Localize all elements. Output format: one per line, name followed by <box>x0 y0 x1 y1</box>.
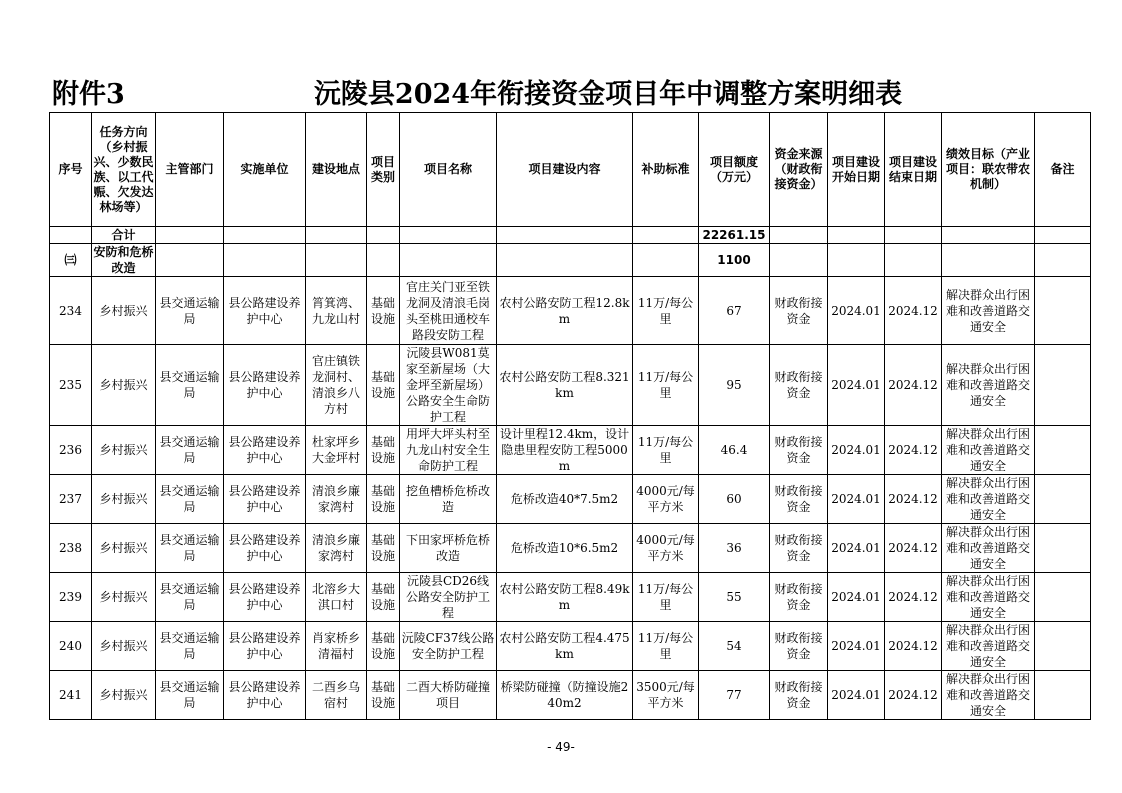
header-end: 项目建设结束日期 <box>885 113 942 227</box>
cell-seq: 235 <box>50 345 92 426</box>
cell-direction: 乡村振兴 <box>92 426 156 475</box>
cell-dept: 县交通运输局 <box>156 524 224 573</box>
cell-start: 2024.01 <box>828 573 885 622</box>
header-content: 项目建设内容 <box>497 113 633 227</box>
cell-category: 基础设施 <box>367 573 400 622</box>
header-dept: 主管部门 <box>156 113 224 227</box>
cell-amount: 95 <box>699 345 770 426</box>
page-number: - 49- <box>547 740 575 754</box>
cell-seq: 240 <box>50 622 92 671</box>
cell-subsidy: 11万/每公里 <box>633 426 699 475</box>
table-row <box>50 622 1091 671</box>
cell-end: 2024.12 <box>885 345 942 426</box>
cell-subsidy: 11万/每公里 <box>633 345 699 426</box>
cell-end: 2024.12 <box>885 524 942 573</box>
section-label: 安防和危桥改造 <box>93 245 154 275</box>
header-start: 项目建设开始日期 <box>828 113 885 227</box>
page-title: 沅陵县2024年衔接资金项目年中调整方案明细表 <box>313 79 903 110</box>
header-goal: 绩效目标（产业项目：联农带农机制） <box>942 113 1035 227</box>
cell-location: 二酉乡乌宿村 <box>306 671 367 720</box>
cell-name: 沅陵县CD26线公路安全防护工程 <box>400 573 497 622</box>
header-direction: 任务方向（乡村振兴、少数民族、以工代赈、欠发达林场等） <box>92 113 156 227</box>
cell-dept: 县交通运输局 <box>156 671 224 720</box>
cell-location: 北溶乡大淇口村 <box>306 573 367 622</box>
cell-remark <box>1035 475 1091 524</box>
cell-direction: 乡村振兴 <box>92 573 156 622</box>
header-source: 资金来源（财政衔接资金） <box>770 113 828 227</box>
cell-goal: 解决群众出行困难和改善道路交通安全 <box>942 426 1035 475</box>
cell-category: 基础设施 <box>367 277 400 345</box>
cell-remark <box>1035 622 1091 671</box>
cell-seq: 238 <box>50 524 92 573</box>
cell-remark <box>1035 345 1091 426</box>
cell-goal: 解决群众出行困难和改善道路交通安全 <box>942 573 1035 622</box>
cell-remark <box>1035 573 1091 622</box>
table-row <box>50 524 1091 573</box>
cell-name: 挖鱼槽桥危桥改造 <box>400 475 497 524</box>
section-row <box>50 244 1091 277</box>
cell-location: 肖家桥乡清福村 <box>306 622 367 671</box>
header-location: 建设地点 <box>306 113 367 227</box>
header-unit: 实施单位 <box>224 113 306 227</box>
attachment-label: 附件3 <box>52 79 125 110</box>
cell-source: 财政衔接资金 <box>770 475 828 524</box>
cell-start: 2024.01 <box>828 345 885 426</box>
section-seq: ㈢ <box>50 244 92 277</box>
cell-name: 二酉大桥防碰撞项目 <box>400 671 497 720</box>
cell-subsidy: 11万/每公里 <box>633 277 699 345</box>
cell-dept: 县交通运输局 <box>156 622 224 671</box>
cell-subsidy: 11万/每公里 <box>633 622 699 671</box>
cell-seq: 239 <box>50 573 92 622</box>
table-row <box>50 277 1091 345</box>
table-row <box>50 345 1091 426</box>
cell-content: 危桥改造40*7.5m2 <box>497 475 633 524</box>
cell-category: 基础设施 <box>367 475 400 524</box>
cell-location: 筲箕湾、九龙山村 <box>306 277 367 345</box>
cell-dept: 县交通运输局 <box>156 426 224 475</box>
cell-source: 财政衔接资金 <box>770 524 828 573</box>
cell-dept: 县交通运输局 <box>156 277 224 345</box>
header-row <box>50 113 1091 227</box>
cell-goal: 解决群众出行困难和改善道路交通安全 <box>942 277 1035 345</box>
cell-start: 2024.01 <box>828 671 885 720</box>
project-table <box>49 112 1091 720</box>
cell-remark <box>1035 426 1091 475</box>
cell-amount: 54 <box>699 622 770 671</box>
cell-start: 2024.01 <box>828 524 885 573</box>
cell-source: 财政衔接资金 <box>770 671 828 720</box>
section-amount: 1100 <box>699 244 770 277</box>
cell-direction: 乡村振兴 <box>92 277 156 345</box>
cell-location: 清浪乡廉家湾村 <box>306 475 367 524</box>
cell-subsidy: 4000元/每平方米 <box>633 475 699 524</box>
header-amount: 项目额度（万元） <box>699 113 770 227</box>
cell-source: 财政衔接资金 <box>770 345 828 426</box>
cell-source: 财政衔接资金 <box>770 426 828 475</box>
cell-dept: 县交通运输局 <box>156 573 224 622</box>
cell-direction: 乡村振兴 <box>92 622 156 671</box>
header-seq: 序号 <box>50 113 92 227</box>
cell-content: 农村公路安防工程4.475km <box>497 622 633 671</box>
cell-remark <box>1035 524 1091 573</box>
cell-unit: 县公路建设养护中心 <box>224 277 306 345</box>
cell-category: 基础设施 <box>367 622 400 671</box>
cell-direction: 乡村振兴 <box>92 345 156 426</box>
cell-subsidy: 11万/每公里 <box>633 573 699 622</box>
cell-start: 2024.01 <box>828 277 885 345</box>
cell-seq: 234 <box>50 277 92 345</box>
cell-dept: 县交通运输局 <box>156 345 224 426</box>
cell-location: 清浪乡廉家湾村 <box>306 524 367 573</box>
cell-direction: 乡村振兴 <box>92 671 156 720</box>
cell-unit: 县公路建设养护中心 <box>224 475 306 524</box>
cell-unit: 县公路建设养护中心 <box>224 671 306 720</box>
cell-location: 官庄镇铁龙洞村、清浪乡八方村 <box>306 345 367 426</box>
cell-goal: 解决群众出行困难和改善道路交通安全 <box>942 475 1035 524</box>
cell-remark <box>1035 277 1091 345</box>
cell-category: 基础设施 <box>367 671 400 720</box>
cell-goal: 解决群众出行困难和改善道路交通安全 <box>942 622 1035 671</box>
cell-subsidy: 4000元/每平方米 <box>633 524 699 573</box>
cell-name: 沅陵CF37线公路安全防护工程 <box>400 622 497 671</box>
cell-goal: 解决群众出行困难和改善道路交通安全 <box>942 345 1035 426</box>
cell-subsidy: 3500元/每平方米 <box>633 671 699 720</box>
cell-amount: 60 <box>699 475 770 524</box>
header-remark: 备注 <box>1035 113 1091 227</box>
cell-amount: 36 <box>699 524 770 573</box>
cell-content: 危桥改造10*6.5m2 <box>497 524 633 573</box>
cell-unit: 县公路建设养护中心 <box>224 622 306 671</box>
cell-source: 财政衔接资金 <box>770 622 828 671</box>
cell-content: 农村公路安防工程12.8km <box>497 277 633 345</box>
header-name: 项目名称 <box>400 113 497 227</box>
cell-category: 基础设施 <box>367 524 400 573</box>
cell-content: 设计里程12.4km，设计隐患里程安防工程5000m <box>497 426 633 475</box>
cell-dept: 县交通运输局 <box>156 475 224 524</box>
cell-direction: 乡村振兴 <box>92 524 156 573</box>
cell-amount: 67 <box>699 277 770 345</box>
cell-direction: 乡村振兴 <box>92 475 156 524</box>
total-row <box>50 227 1091 244</box>
cell-goal: 解决群众出行困难和改善道路交通安全 <box>942 524 1035 573</box>
cell-start: 2024.01 <box>828 426 885 475</box>
cell-end: 2024.12 <box>885 277 942 345</box>
header-category: 项目类别 <box>367 113 400 227</box>
cell-content: 农村公路安防工程8.49km <box>497 573 633 622</box>
cell-end: 2024.12 <box>885 475 942 524</box>
cell-unit: 县公路建设养护中心 <box>224 426 306 475</box>
cell-goal: 解决群众出行困难和改善道路交通安全 <box>942 671 1035 720</box>
cell-amount: 46.4 <box>699 426 770 475</box>
table-row <box>50 426 1091 475</box>
cell-name: 用坪大坪头村至九龙山村安全生命防护工程 <box>400 426 497 475</box>
cell-seq: 236 <box>50 426 92 475</box>
total-amount: 22261.15 <box>699 227 770 244</box>
cell-category: 基础设施 <box>367 345 400 426</box>
cell-end: 2024.12 <box>885 671 942 720</box>
cell-remark <box>1035 671 1091 720</box>
cell-name: 沅陵县W081莫家至新屋场（大金坪至新屋场）公路安全生命防护工程 <box>400 345 497 426</box>
header-subsidy: 补助标准 <box>633 113 699 227</box>
table-row <box>50 671 1091 720</box>
cell-start: 2024.01 <box>828 622 885 671</box>
cell-seq: 237 <box>50 475 92 524</box>
cell-source: 财政衔接资金 <box>770 277 828 345</box>
cell-source: 财政衔接资金 <box>770 573 828 622</box>
cell-category: 基础设施 <box>367 426 400 475</box>
cell-content: 桥梁防碰撞（防撞设施240m2 <box>497 671 633 720</box>
cell-seq: 241 <box>50 671 92 720</box>
cell-content: 农村公路安防工程8.321km <box>497 345 633 426</box>
table-row <box>50 475 1091 524</box>
cell-location: 杜家坪乡大金坪村 <box>306 426 367 475</box>
cell-end: 2024.12 <box>885 573 942 622</box>
cell-amount: 77 <box>699 671 770 720</box>
cell-unit: 县公路建设养护中心 <box>224 524 306 573</box>
cell-end: 2024.12 <box>885 426 942 475</box>
cell-name: 下田家坪桥危桥改造 <box>400 524 497 573</box>
table-row <box>50 573 1091 622</box>
cell-start: 2024.01 <box>828 475 885 524</box>
cell-unit: 县公路建设养护中心 <box>224 345 306 426</box>
cell-end: 2024.12 <box>885 622 942 671</box>
cell-amount: 55 <box>699 573 770 622</box>
cell-unit: 县公路建设养护中心 <box>224 573 306 622</box>
cell-name: 官庄关门亚至铁龙洞及清浪毛岗头至桃田通校车路段安防工程 <box>400 277 497 345</box>
total-label: 合计 <box>92 227 156 244</box>
